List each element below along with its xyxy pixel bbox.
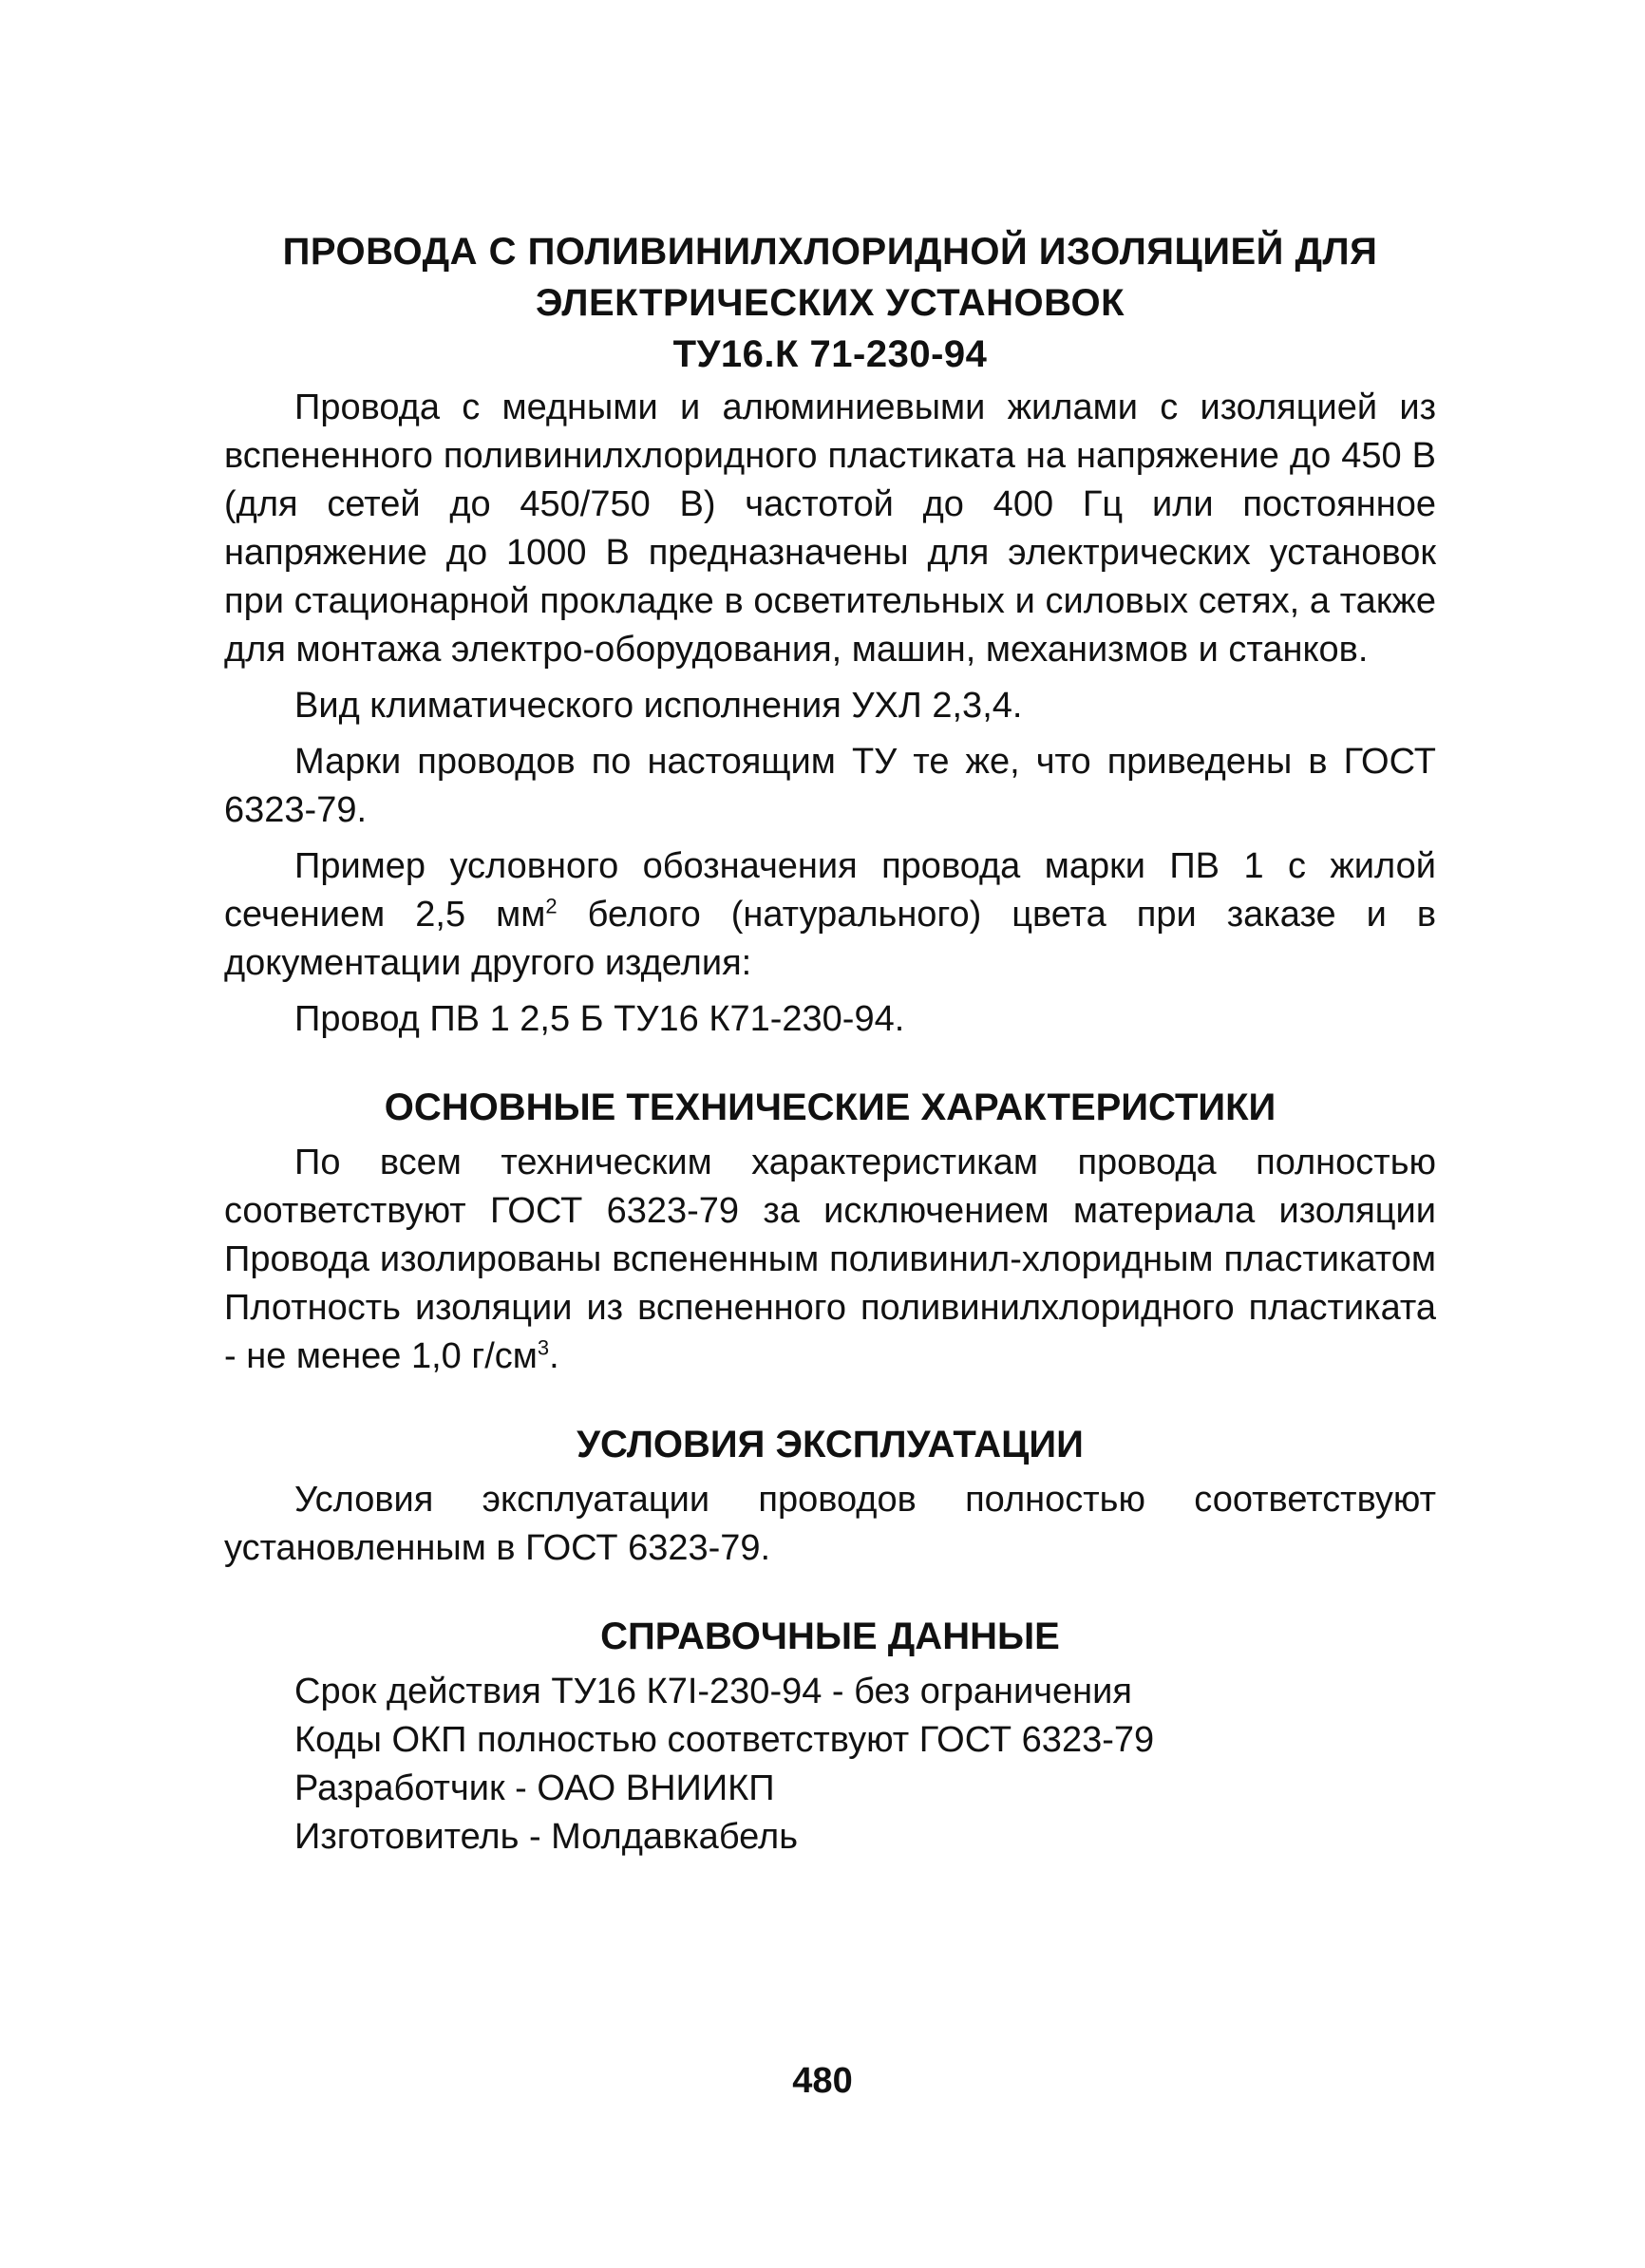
reference-list xyxy=(224,1668,1436,1862)
tech-superscript: 3 xyxy=(537,1335,550,1360)
tech-text-b: . xyxy=(549,1336,559,1376)
tech-paragraph xyxy=(224,1139,1436,1381)
intro-p4-superscript: 2 xyxy=(545,894,558,918)
document-page xyxy=(224,226,1436,1862)
spec-code: ТУ16.К 71-230-94 xyxy=(672,333,988,375)
intro-p4-text-b: белого (натурального) цвета при заказе и в документации другого изделия: xyxy=(224,895,1437,983)
reference-line: Коды ОКП полностью соответствуют ГОСТ 6323-79 xyxy=(294,1720,1155,1760)
section-heading-tech: ОСНОВНЫЕ ТЕХНИЧЕСКИЕ ХАРАКТЕРИСТИКИ xyxy=(384,1087,1276,1128)
reference-line: Изготовитель - Молдавкабель xyxy=(294,1817,798,1857)
intro-paragraph-4 xyxy=(224,842,1436,988)
section-heading-ref: СПРАВОЧНЫЕ ДАННЫЕ xyxy=(600,1616,1060,1657)
usage-paragraph: Условия эксплуатации проводов полностью соответствуют установленным в ГОСТ 6323-79. xyxy=(224,1480,1436,1568)
document-title xyxy=(224,226,1436,380)
page-number: 480 xyxy=(792,2061,853,2101)
reference-line: Разработчик - ОАО ВНИИКП xyxy=(294,1768,775,1808)
reference-line: Срок действия ТУ16 К7І-230-94 - без ограничения xyxy=(294,1672,1132,1711)
tech-text-a: По всем техническим характеристикам провода полностью соответствуют ГОСТ 6323-79 за исключением материала изоляции Провода изолированы вспененным поливинил-хлоридным пластикатом Плотность изоляции из вспененного поливинилхлоридного пластиката - не менее 1,0 г/см xyxy=(224,1143,1436,1376)
title-line-2: ЭЛЕКТРИЧЕСКИХ УСТАНОВОК xyxy=(535,282,1125,324)
title-line-1: ПРОВОДА С ПОЛИВИНИЛХЛОРИДНОЙ ИЗОЛЯЦИЕЙ ДЛЯ xyxy=(282,231,1378,273)
intro-paragraph-1: Провода с медными и алюминиевыми жилами с изоляцией из вспененного поливинилхлоридного пластиката на напряжение до 450 В (для сетей до 450/750 В) частотой до 400 Гц или постоянное напряжение до 1000 В предназначены для электрических установок при стационарной прокладке в осветительных и силовых сетях, а также для монтажа электро-оборудования, машин, механизмов и станков. xyxy=(224,387,1436,670)
intro-paragraph-2: Вид климатического исполнения УХЛ 2,3,4. xyxy=(294,686,1023,726)
section-heading-usage: УСЛОВИЯ ЭКСПЛУАТАЦИИ xyxy=(577,1424,1084,1465)
intro-p4-text-a: Пример условного обозначения провода марки ПВ 1 с жилой сечением 2,5 мм xyxy=(224,846,1436,935)
intro-paragraph-3: Марки проводов по настоящим ТУ те же, что приведены в ГОСТ 6323-79. xyxy=(224,742,1436,830)
designation-example: Провод ПВ 1 2,5 Б ТУ16 К71-230-94. xyxy=(294,999,905,1039)
